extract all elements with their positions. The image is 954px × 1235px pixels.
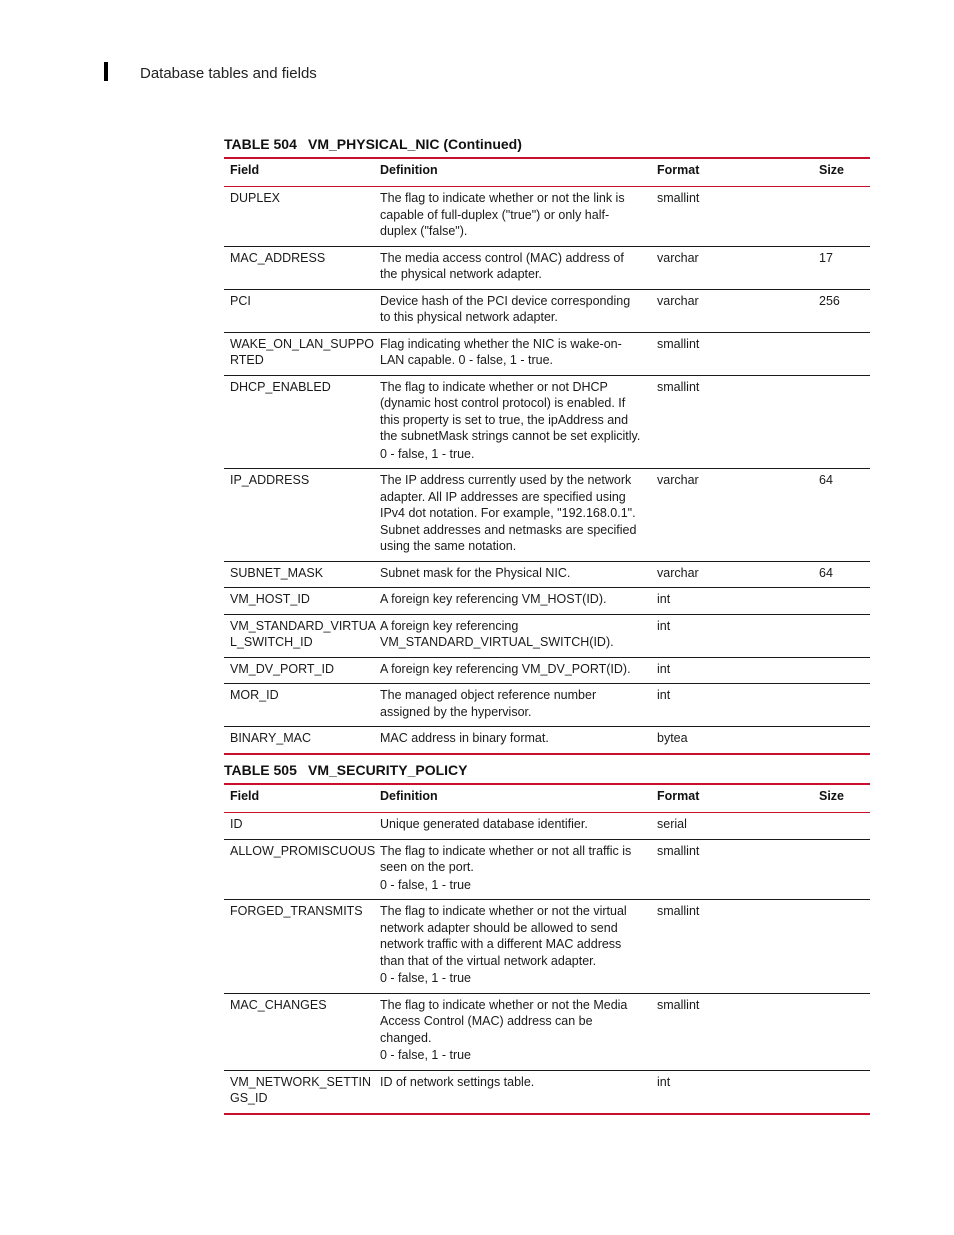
definition-paragraph: The flag to indicate whether or not the link is capable of full-duplex ("true") or only half-duplex ("false"). <box>380 191 625 238</box>
definition-cell <box>374 900 651 994</box>
page-header-title: Database tables and fields <box>140 65 317 82</box>
definition-cell <box>374 657 651 684</box>
column-header-size: Size <box>813 784 870 813</box>
definition-paragraph: The managed object reference number assigned by the hypervisor. <box>380 688 597 719</box>
table-name: VM_SECURITY_POLICY <box>308 762 468 778</box>
definition-cell <box>374 187 651 247</box>
format-cell: smallint <box>651 187 813 247</box>
field-cell: ALLOW_PROMISCUOUS <box>224 839 374 900</box>
table-row <box>224 839 870 900</box>
definition-paragraph: Device hash of the PCI device corresponding to this physical network adapter. <box>380 293 631 324</box>
field-cell: WAKE_ON_LAN_SUPPO RTED <box>224 332 374 375</box>
definition-cell <box>374 839 651 900</box>
table-row <box>224 561 870 588</box>
column-header-field: Field <box>224 158 374 187</box>
size-cell <box>813 657 870 684</box>
table-row <box>224 289 870 332</box>
format-cell: int <box>651 614 813 657</box>
definition-cell <box>374 588 651 615</box>
field-cell: IP_ADDRESS <box>224 469 374 562</box>
definition-cell <box>374 684 651 727</box>
table-row <box>224 375 870 469</box>
definition-paragraph: A foreign key referencing VM_DV_PORT(ID). <box>380 661 631 676</box>
format-cell: varchar <box>651 246 813 289</box>
definition-paragraph: Unique generated database identifier. <box>380 817 588 831</box>
format-cell: smallint <box>651 332 813 375</box>
table-number: TABLE 504 <box>224 136 297 152</box>
column-header-size: Size <box>813 158 870 187</box>
definition-cell <box>374 332 651 375</box>
format-cell: bytea <box>651 727 813 754</box>
size-cell <box>813 375 870 469</box>
field-cell: MAC_CHANGES <box>224 993 374 1070</box>
header-marker-bar <box>104 62 108 81</box>
table-vm-security-policy <box>224 783 870 1115</box>
format-cell: int <box>651 684 813 727</box>
definition-cell <box>374 375 651 469</box>
size-cell: 64 <box>813 561 870 588</box>
column-header-definition: Definition <box>374 784 651 813</box>
format-cell: varchar <box>651 289 813 332</box>
table-number: TABLE 505 <box>224 762 297 778</box>
definition-paragraph: ID of network settings table. <box>380 1074 535 1089</box>
field-cell: SUBNET_MASK <box>224 561 374 588</box>
table-row <box>224 900 870 994</box>
format-cell: varchar <box>651 561 813 588</box>
definition-paragraph: 0 - false, 1 - true <box>380 971 472 985</box>
size-cell <box>813 727 870 754</box>
field-cell: ID <box>224 813 374 840</box>
format-cell: varchar <box>651 469 813 562</box>
definition-paragraph: Flag indicating whether the NIC is wake-on-LAN capable. 0 - false, 1 - true. <box>380 336 622 367</box>
definition-paragraph: The flag to indicate whether or not DHCP (dynamic host control protocol) is enabled. If this property is set to true, the ipAddress and the subnetMask strings cannot be set explicitly. <box>380 379 641 443</box>
table-row <box>224 684 870 727</box>
definition-cell <box>374 727 651 754</box>
size-cell <box>813 332 870 375</box>
size-cell <box>813 900 870 994</box>
table-505-caption <box>224 762 467 778</box>
field-cell: MOR_ID <box>224 684 374 727</box>
table-row <box>224 332 870 375</box>
table-row <box>224 187 870 247</box>
format-cell: smallint <box>651 375 813 469</box>
field-cell: VM_NETWORK_SETTIN GS_ID <box>224 1070 374 1114</box>
field-cell: FORGED_TRANSMITS <box>224 900 374 994</box>
definition-paragraph: The flag to indicate whether or not the Media Access Control (MAC) address can be changed. <box>380 997 628 1045</box>
definition-cell <box>374 561 651 588</box>
field-cell: VM_HOST_ID <box>224 588 374 615</box>
format-cell: smallint <box>651 993 813 1070</box>
definition-cell <box>374 813 651 840</box>
definition-paragraph: The media access control (MAC) address of the physical network adapter. <box>380 250 624 281</box>
table-row <box>224 588 870 615</box>
size-cell <box>813 187 870 247</box>
size-cell <box>813 614 870 657</box>
size-cell: 256 <box>813 289 870 332</box>
table-header-row <box>224 784 870 813</box>
definition-cell <box>374 469 651 562</box>
format-cell: int <box>651 657 813 684</box>
size-cell: 64 <box>813 469 870 562</box>
field-cell: VM_STANDARD_VIRTUA L_SWITCH_ID <box>224 614 374 657</box>
table-row <box>224 657 870 684</box>
table-row <box>224 727 870 754</box>
column-header-format: Format <box>651 158 813 187</box>
definition-paragraph: The flag to indicate whether or not all traffic is seen on the port. <box>380 843 632 874</box>
table-row <box>224 246 870 289</box>
definition-cell <box>374 993 651 1070</box>
format-cell: int <box>651 1070 813 1114</box>
definition-paragraph: MAC address in binary format. <box>380 731 549 745</box>
field-cell: BINARY_MAC <box>224 727 374 754</box>
format-cell: int <box>651 588 813 615</box>
format-cell: serial <box>651 813 813 840</box>
table-504-caption <box>224 136 522 152</box>
definition-paragraph: 0 - false, 1 - true. <box>380 446 475 461</box>
definition-cell <box>374 246 651 289</box>
definition-paragraph: A foreign key referencing VM_STANDARD_VIRTUAL_SWITCH(ID). <box>380 618 614 649</box>
table-row <box>224 469 870 562</box>
table-row <box>224 813 870 840</box>
field-cell: PCI <box>224 289 374 332</box>
definition-paragraph: The IP address currently used by the network adapter. All IP addresses are specified using IPv4 dot notation. For example, "192.168.0.1". Subnet addresses and netmasks are specified using the same notation. <box>380 473 637 553</box>
table-row <box>224 1070 870 1114</box>
definition-paragraph: 0 - false, 1 - true <box>380 1048 472 1062</box>
size-cell: 17 <box>813 246 870 289</box>
table-name: VM_PHYSICAL_NIC (Continued) <box>308 136 522 152</box>
definition-paragraph: Subnet mask for the Physical NIC. <box>380 565 571 580</box>
definition-cell <box>374 289 651 332</box>
definition-cell <box>374 614 651 657</box>
table-header-row <box>224 158 870 187</box>
size-cell <box>813 684 870 727</box>
definition-paragraph: 0 - false, 1 - true <box>380 877 472 892</box>
format-cell: smallint <box>651 839 813 900</box>
size-cell <box>813 839 870 900</box>
field-cell: VM_DV_PORT_ID <box>224 657 374 684</box>
table-vm-physical-nic <box>224 157 870 755</box>
size-cell <box>813 588 870 615</box>
table-row <box>224 614 870 657</box>
column-header-definition: Definition <box>374 158 651 187</box>
size-cell <box>813 813 870 840</box>
field-cell: DUPLEX <box>224 187 374 247</box>
size-cell <box>813 1070 870 1114</box>
definition-cell <box>374 1070 651 1114</box>
definition-paragraph: The flag to indicate whether or not the virtual network adapter should be allowed to send network traffic with a different MAC address than that of the virtual network adapter. <box>380 904 627 968</box>
table-row <box>224 993 870 1070</box>
column-header-field: Field <box>224 784 374 813</box>
field-cell: DHCP_ENABLED <box>224 375 374 469</box>
format-cell: smallint <box>651 900 813 994</box>
field-cell: MAC_ADDRESS <box>224 246 374 289</box>
column-header-format: Format <box>651 784 813 813</box>
size-cell <box>813 993 870 1070</box>
definition-paragraph: A foreign key referencing VM_HOST(ID). <box>380 592 607 606</box>
